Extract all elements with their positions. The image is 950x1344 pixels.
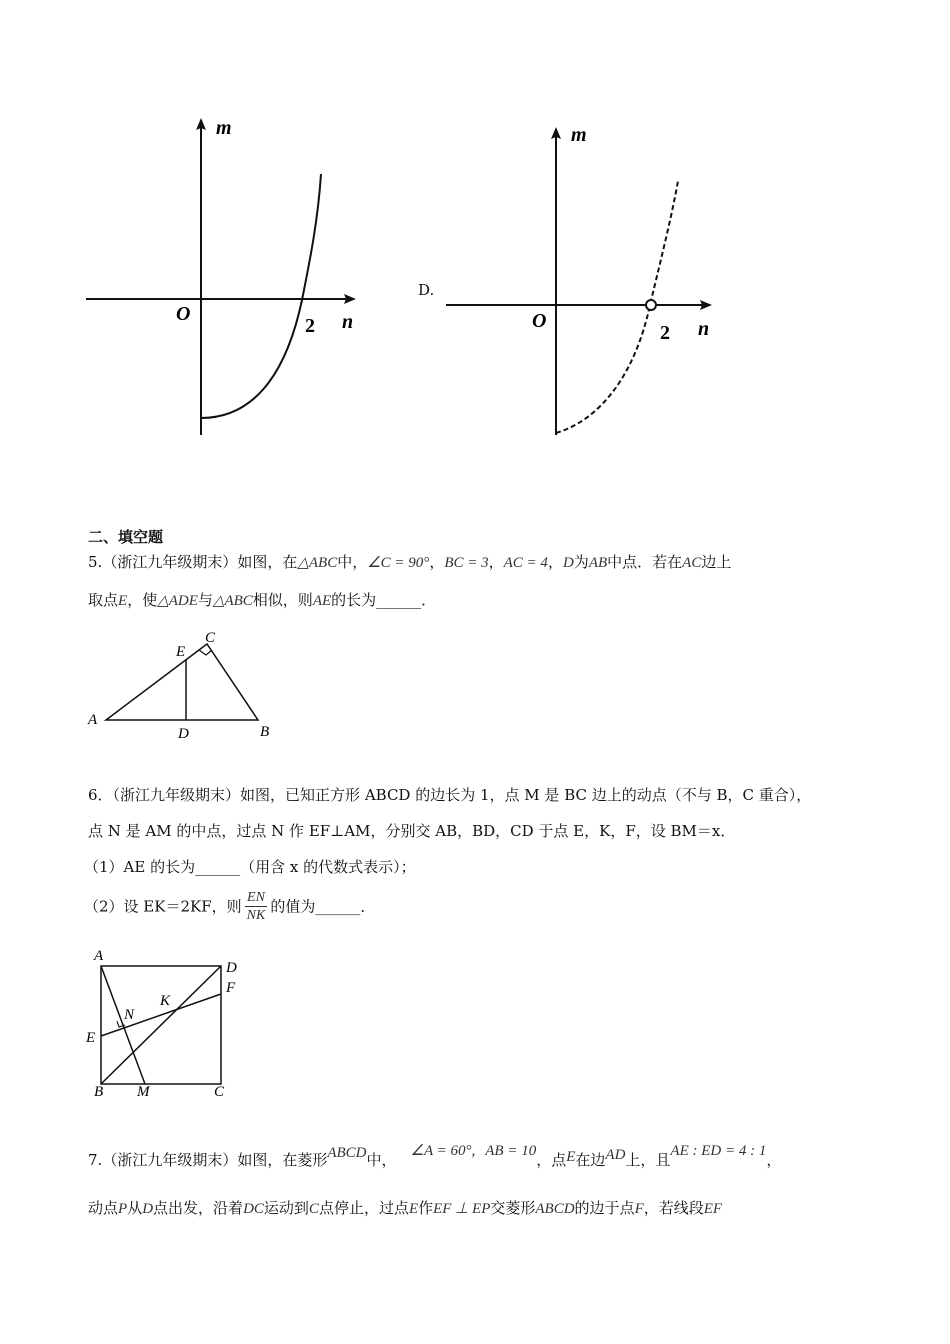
q5-text: 相似，则: [252, 591, 313, 609]
q5-label-d: D: [178, 726, 189, 742]
q5-text: 中点．若在: [607, 553, 683, 571]
q5-label-e: E: [176, 644, 186, 660]
q7-abcd-2: ABCD: [535, 1201, 575, 1217]
q7-text: ，若线段: [643, 1199, 704, 1217]
q5-text: 如图，在: [237, 553, 298, 571]
q7-text: 上，且: [625, 1151, 671, 1169]
q5-d: D: [562, 555, 574, 571]
q5-text: 的长为______．: [331, 591, 437, 609]
q7-text: 的边于点: [574, 1199, 635, 1217]
q6-label-n: N: [124, 1007, 135, 1023]
q5-text: 中，: [337, 553, 368, 571]
q7-line2: [88, 1198, 722, 1219]
q7-perp: EF ⊥ EP: [433, 1201, 491, 1217]
q5-line1: [88, 552, 731, 573]
graph-c-curve: [201, 174, 321, 418]
q7-ef: EF: [703, 1201, 723, 1217]
q7-text: 作: [418, 1199, 434, 1217]
q5-ac: AC = 4: [503, 555, 548, 571]
q7-text: 中，: [366, 1151, 397, 1169]
option-d-label: D.: [418, 281, 435, 299]
q7-dc: DC: [243, 1201, 264, 1217]
section-title: 二、填空题: [88, 528, 164, 546]
q6-label-f: F: [226, 980, 236, 996]
graph-c-tick: 2: [305, 315, 315, 337]
q6-fraction: [245, 889, 268, 924]
q6-diagonal-bd: [101, 966, 221, 1084]
q5-sep: ，: [547, 553, 563, 571]
q7-text: 点停止，过点: [318, 1199, 409, 1217]
q5-text: 与: [197, 591, 213, 609]
q7-text: 动点: [88, 1199, 119, 1217]
q7-line1: [88, 1143, 782, 1171]
graph-d-curve: [556, 181, 678, 433]
q7-d: D: [142, 1201, 154, 1217]
q6-part2: [84, 889, 375, 933]
q6-square-figure: [82, 944, 252, 1104]
q6-line1: 6．（浙江九年级期末）如图，已知正方形 ABCD 的边长为 1，点 M 是 BC 边上的动点（不与 B，C 重合），: [88, 786, 812, 804]
q5-label-b: B: [260, 724, 270, 740]
q7-e-2: E: [408, 1201, 419, 1217]
q5-text: 边上: [701, 553, 732, 571]
q7-f: F: [634, 1201, 644, 1217]
q7-ratio: AE : ED = 4 : 1: [670, 1143, 767, 1159]
graph-d-y-label: m: [571, 124, 587, 146]
q5-line2: [88, 590, 436, 611]
q7-angle-a: ∠A = 60°,: [410, 1143, 476, 1159]
graph-d-tick: 2: [660, 322, 670, 344]
q6-label-k: K: [160, 993, 171, 1009]
q6-fraction-den: NK: [246, 908, 266, 923]
q5-angle-c: ∠C = 90°: [367, 555, 430, 571]
q7-p: P: [118, 1201, 128, 1217]
q5-right-angle-mark: [199, 650, 212, 655]
q6-label-m: M: [137, 1084, 150, 1100]
q6-label-e: E: [86, 1030, 96, 1046]
q7-e: E: [566, 1149, 576, 1165]
q7-text: ，: [766, 1151, 782, 1169]
q6-label-c: C: [214, 1084, 225, 1100]
q5-bc: BC = 3: [444, 555, 489, 571]
q7-number: 7.: [88, 1151, 103, 1169]
q7-ab: AB = 10: [485, 1143, 537, 1159]
q5-number: 5.: [88, 553, 103, 571]
q5-source: （浙江九年级期末）: [102, 553, 238, 571]
q7-text: 从: [127, 1199, 143, 1217]
q5-tri-ade: △ADE: [157, 593, 198, 609]
q5-label-c: C: [205, 630, 216, 646]
q5-triangle-figure: [80, 622, 280, 746]
q6-label-b: B: [94, 1084, 104, 1100]
q6-label-a: A: [94, 948, 104, 964]
q7-text: 在边: [575, 1151, 606, 1169]
q5-text: 为: [573, 553, 589, 571]
q5-sep: ，: [488, 553, 504, 571]
q5-text: ，使: [127, 591, 158, 609]
q6-fraction-num: EN: [245, 889, 268, 907]
q7-text: 点出发，沿着: [153, 1199, 244, 1217]
q5-ae: AE: [312, 593, 332, 609]
q7-source: （浙江九年级期末）: [102, 1151, 238, 1169]
q7-text: ，点: [536, 1151, 567, 1169]
q5-ab: AB: [588, 555, 608, 571]
q7-ad: AD: [605, 1147, 626, 1163]
graph-d-open-point: [646, 300, 656, 310]
q5-ac2: AC: [682, 555, 702, 571]
q6-part1: （1）AE 的长为______（用含 x 的代数式表示）；: [84, 858, 416, 876]
q6-part2-text-a: （2）设 EK＝2KF，则: [84, 897, 242, 916]
graph-c: [80, 110, 370, 450]
graph-c-origin: O: [176, 303, 191, 325]
q5-sep: ，: [429, 553, 445, 571]
q5-tri-abc: △ABC: [297, 555, 338, 571]
q6-line2: 点 N 是 AM 的中点，过点 N 作 EF⊥AM，分别交 AB，BD，CD 于点 E，K，F，设 BM＝x．: [88, 822, 736, 840]
q5-label-a: A: [88, 712, 98, 728]
graph-c-x-label: n: [342, 311, 354, 333]
q6-label-d: D: [226, 960, 237, 976]
q6-part2-text-b: 的值为______．: [270, 897, 376, 916]
q5-e: E: [118, 593, 128, 609]
graph-d: [440, 115, 730, 455]
q6-segment-am: [101, 966, 145, 1084]
q7-text: 交菱形: [490, 1199, 536, 1217]
q7-text: 运动到: [263, 1199, 309, 1217]
graph-d-origin: O: [532, 310, 547, 332]
graph-d-x-label: n: [698, 318, 710, 340]
q7-abcd: ABCD: [327, 1145, 367, 1161]
q7-text: 如图，在菱形: [237, 1151, 328, 1169]
q5-tri-abc-2: △ABC: [212, 593, 253, 609]
q5-text: 取点: [88, 591, 119, 609]
q7-c: C: [308, 1201, 319, 1217]
graph-c-y-label: m: [216, 117, 232, 139]
